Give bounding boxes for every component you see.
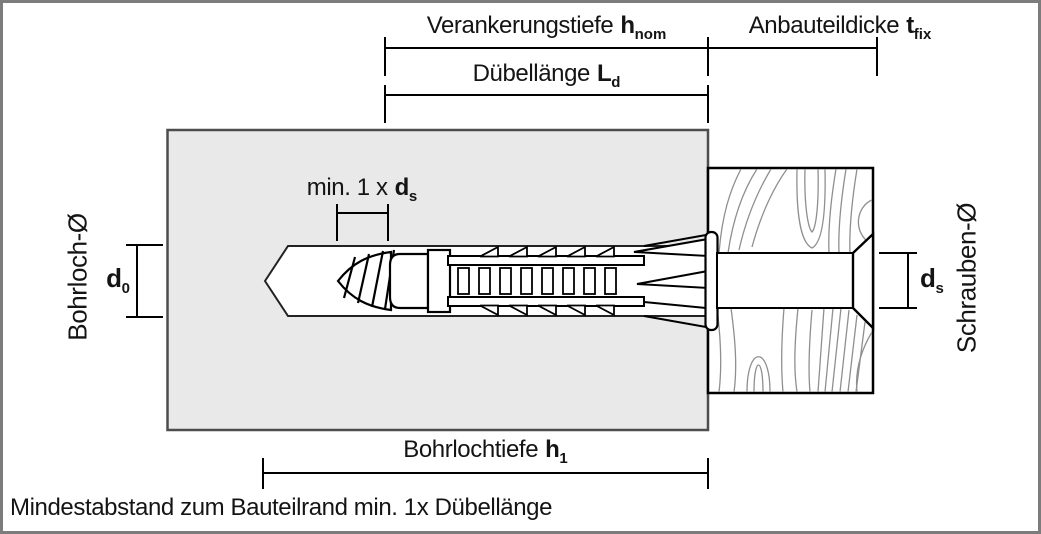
symbol-ds bbox=[920, 264, 944, 298]
label-attachment-thickness bbox=[710, 13, 970, 44]
plug-length-symbol: L bbox=[597, 60, 612, 87]
attachment-thickness-symbol: t bbox=[906, 12, 914, 39]
plug-length-subscript: d bbox=[611, 74, 621, 91]
plug-collar bbox=[706, 232, 718, 330]
label-screw-diameter bbox=[953, 203, 982, 353]
attachment-thickness-text: Anbauteildicke bbox=[748, 12, 900, 39]
min-tip-clearance-symbol: d bbox=[394, 174, 409, 201]
screw-shaft bbox=[717, 253, 853, 308]
ds-subscript: s bbox=[935, 280, 944, 297]
drill-hole-depth-symbol: h bbox=[545, 436, 560, 463]
label-plug-length bbox=[385, 61, 708, 92]
plug-length-text: Dübellänge bbox=[472, 60, 590, 87]
label-drill-hole-depth bbox=[263, 437, 708, 468]
attachment-thickness-subscript: fix bbox=[913, 26, 932, 43]
drill-hole-depth-subscript: 1 bbox=[559, 450, 568, 467]
plug-nose bbox=[390, 254, 428, 308]
anchoring-depth-subscript: nom bbox=[634, 26, 667, 43]
anchoring-depth-symbol: h bbox=[620, 12, 635, 39]
label-anchoring-depth bbox=[385, 13, 708, 44]
label-min-tip-clearance bbox=[262, 175, 462, 206]
drill-hole-diameter-text: Bohrloch-Ø bbox=[62, 213, 93, 341]
footnote-min-edge-distance: Mindestabstand zum Bauteilrand min. 1x Dübellänge bbox=[10, 494, 553, 521]
screw-diameter-text: Schrauben-Ø bbox=[951, 202, 982, 354]
drill-hole-depth-text: Bohrlochtiefe bbox=[403, 436, 539, 463]
min-tip-clearance-subscript: s bbox=[408, 188, 418, 205]
anchoring-depth-text: Verankerungstiefe bbox=[426, 12, 614, 39]
ds-symbol: d bbox=[920, 263, 936, 293]
symbol-d0 bbox=[72, 264, 130, 298]
d0-symbol: d bbox=[106, 263, 122, 293]
plug-neck bbox=[428, 250, 450, 312]
min-tip-clearance-text: min. 1 x bbox=[306, 174, 388, 201]
d0-subscript: 0 bbox=[121, 280, 130, 297]
